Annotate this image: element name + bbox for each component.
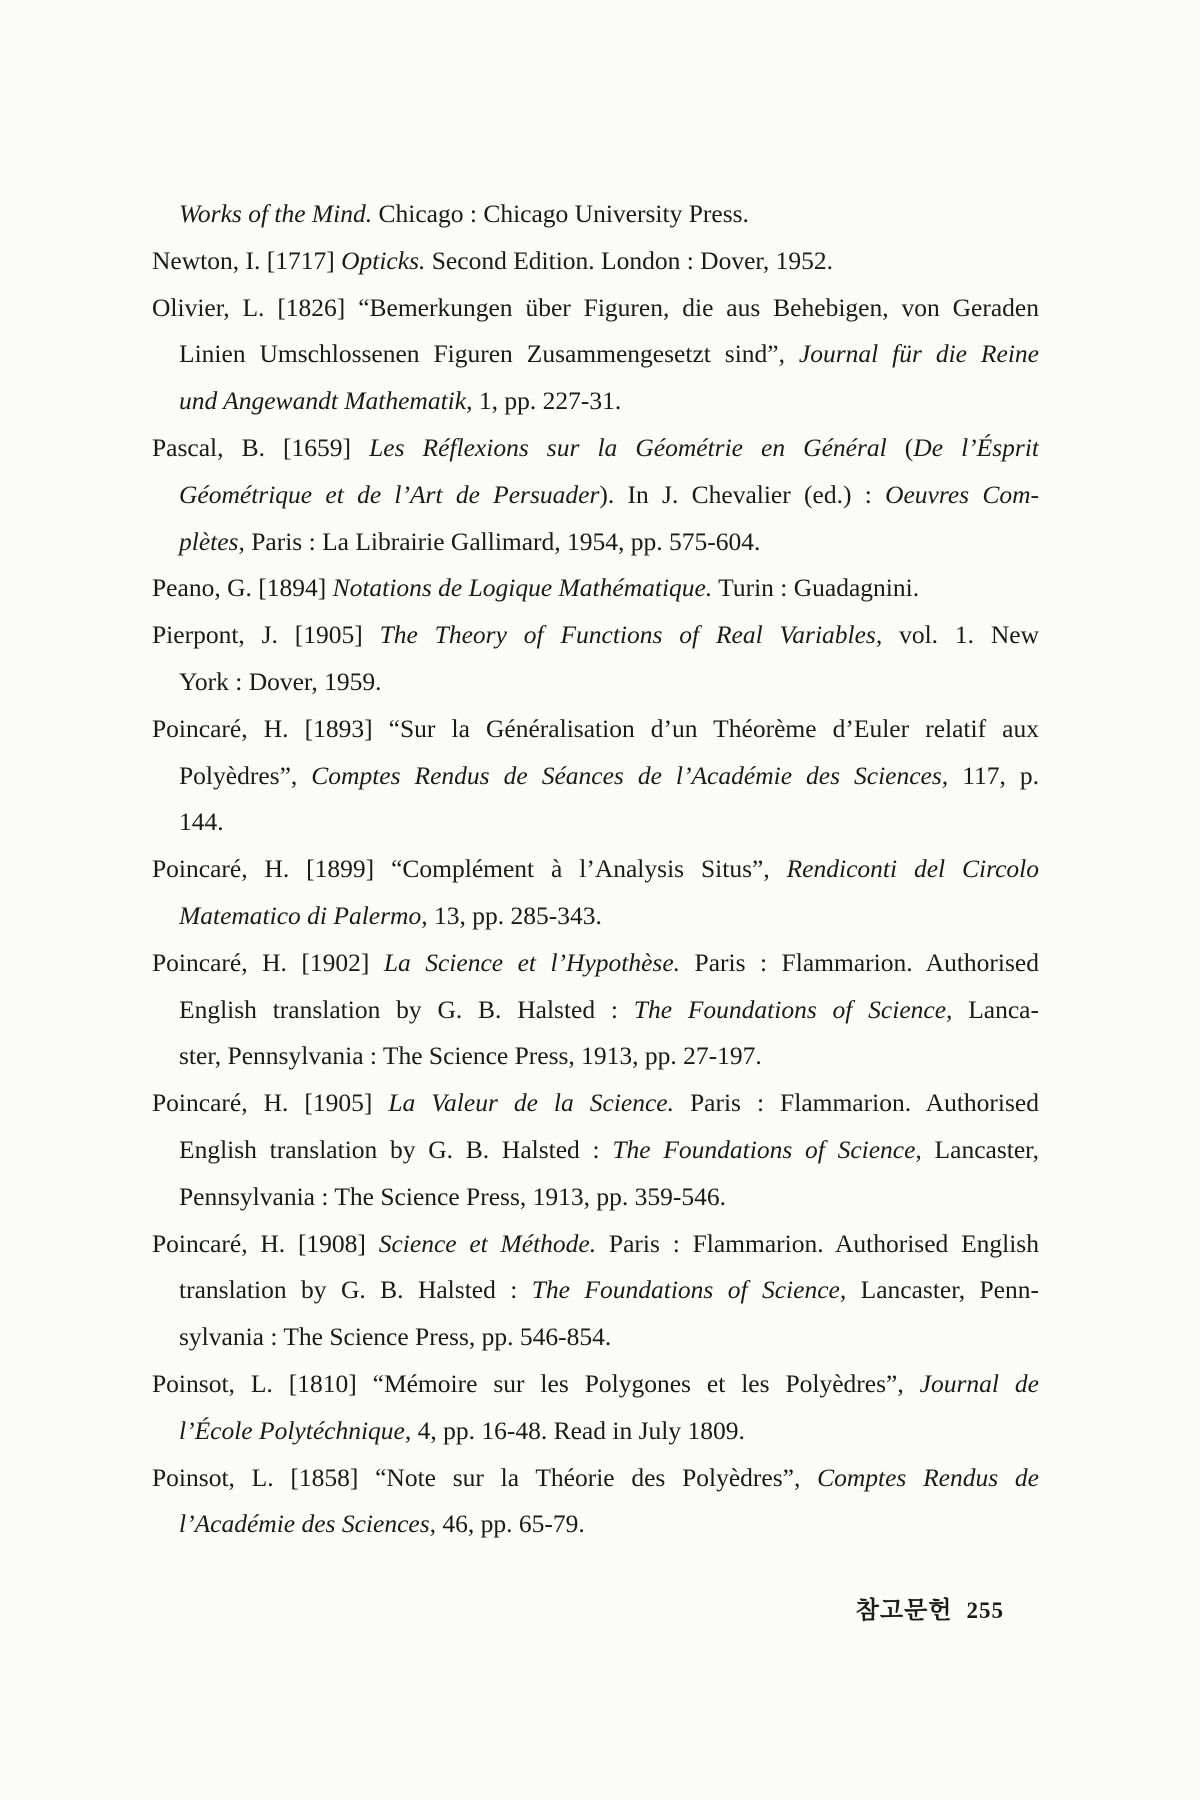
italic-title-text: The Foundations of Science, — [612, 1134, 922, 1164]
entry-line — [152, 1127, 1039, 1174]
citation-text: ster, Pennsylvania : The Science Press, 1913, pp. 27-197. — [179, 1041, 762, 1071]
bibliography-entry — [152, 285, 1039, 425]
italic-title-text: Works of the Mind. — [179, 199, 373, 228]
italic-title-text: Géométrique et de l’Art de Persuader — [179, 479, 600, 509]
entry-line — [152, 1080, 1039, 1127]
citation-text: Poincaré, H. [1905] — [152, 1088, 389, 1118]
citation-text: Chicago : Chicago University Press. — [372, 199, 749, 228]
italic-title-text: Matematico di Palermo, — [179, 900, 428, 930]
citation-text: 46, pp. 65-79. — [436, 1509, 585, 1539]
italic-title-text: De l’Ésprit — [913, 432, 1039, 462]
page-number: 255 — [966, 1598, 1004, 1623]
entry-line — [152, 425, 1039, 472]
entry-line — [152, 846, 1039, 893]
citation-text: translation by G. B. Halsted : — [179, 1275, 532, 1305]
bibliography-entry — [152, 846, 1039, 940]
citation-text: Paris : Flammarion. Authorised English — [596, 1228, 1039, 1258]
bibliography-entry — [152, 612, 1039, 706]
italic-title-text: The Theory of Functions of Real Variables, — [379, 620, 883, 650]
italic-title-text: La Valeur de la Science. — [388, 1088, 674, 1118]
citation-text: English translation by G. B. Halsted : — [179, 1134, 613, 1164]
entry-line — [152, 378, 1039, 425]
citation-text: Olivier, L. [1826] “Bemerkungen über Figuren, die aus Behebigen, von Geraden — [152, 292, 1039, 322]
entry-line — [152, 1314, 1039, 1361]
italic-title-text: Les Réflexions sur la Géométrie en Général — [369, 432, 887, 462]
italic-title-text: l’Académie des Sciences, — [179, 1509, 437, 1539]
citation-text: Lancaster, Penn- — [846, 1275, 1039, 1305]
citation-text: Second Edition. London : Dover, 1952. — [425, 245, 834, 275]
citation-text: Peano, G. [1894] — [152, 573, 333, 603]
citation-text: Paris : Flammarion. Authorised — [673, 1088, 1039, 1118]
bibliography-list — [152, 191, 1039, 1548]
entry-line — [152, 1501, 1039, 1548]
citation-text: 117, p. — [948, 760, 1039, 790]
entry-line — [152, 987, 1039, 1034]
italic-title-text: plètes, — [179, 526, 245, 556]
citation-text: English translation by G. B. Halsted : — [179, 994, 634, 1024]
bibliography-entry — [152, 940, 1039, 1080]
citation-text: sylvania : The Science Press, pp. 546-854. — [179, 1322, 612, 1352]
citation-text: Poincaré, H. [1899] “Complément à l’Analysis Situs”, — [152, 854, 787, 884]
entry-line — [152, 519, 1039, 566]
citation-text: Turin : Guadagnini. — [712, 573, 920, 603]
citation-text: 144. — [179, 807, 224, 837]
entry-line — [152, 706, 1039, 753]
citation-text: ( — [886, 432, 914, 462]
entry-line — [152, 1267, 1039, 1314]
citation-text: Poincaré, H. [1908] — [152, 1228, 379, 1258]
entry-line — [152, 1361, 1039, 1408]
citation-text: York : Dover, 1959. — [179, 666, 382, 696]
entry-line — [152, 238, 1039, 285]
citation-text: Linien Umschlossenen Figuren Zusammengesetzt sind”, — [179, 339, 799, 369]
citation-text: Paris : La Librairie Gallimard, 1954, pp. 575-604. — [244, 526, 761, 556]
italic-title-text: La Science et l’Hypothèse. — [383, 947, 681, 977]
citation-text: Pascal, B. [1659] — [152, 432, 370, 462]
entry-line — [152, 1455, 1039, 1502]
citation-text: Poinsot, L. [1858] “Note sur la Théorie des Polyèdres”, — [152, 1462, 818, 1492]
bibliography-entry — [152, 1080, 1039, 1220]
bibliography-entry — [152, 425, 1039, 565]
entry-line — [152, 659, 1039, 706]
italic-title-text: Comptes Rendus de — [817, 1462, 1039, 1492]
entry-line — [152, 285, 1039, 332]
bibliography-entry — [152, 238, 1039, 285]
italic-title-text: Comptes Rendus de Séances de l’Académie des Sciences, — [311, 760, 949, 790]
bibliography-entry — [152, 1221, 1039, 1361]
citation-text: Paris : Flammarion. Authorised — [680, 947, 1039, 977]
citation-text: Pierpont, J. [1905] — [152, 620, 380, 650]
entry-line — [152, 753, 1039, 800]
entry-line — [152, 1174, 1039, 1221]
citation-text: ). In J. Chevalier (ed.) : — [599, 479, 886, 509]
italic-title-text: Rendiconti del Circolo — [786, 854, 1039, 884]
italic-title-text: Science et Méthode. — [378, 1228, 597, 1258]
page-footer — [856, 1590, 1004, 1625]
citation-text: Poincaré, H. [1902] — [152, 947, 384, 977]
italic-title-text: Journal für die Reine — [798, 339, 1039, 369]
citation-text: Poincaré, H. [1893] “Sur la Généralisation d’un Théorème d’Euler relatif aux — [152, 713, 1039, 743]
italic-title-text: The Foundations of Science, — [633, 994, 953, 1024]
bibliography-entry — [152, 565, 1039, 612]
bibliography-entry — [152, 1455, 1039, 1549]
citation-text: Pennsylvania : The Science Press, 1913, pp. 359-546. — [179, 1181, 726, 1211]
bibliography-entry — [152, 1361, 1039, 1455]
entry-line — [152, 893, 1039, 940]
italic-title-text: Opticks. — [341, 245, 426, 275]
entry-line — [152, 472, 1039, 519]
entry-line — [152, 940, 1039, 987]
italic-title-text: Notations de Logique Mathématique. — [332, 573, 713, 603]
citation-text: Lanca- — [952, 994, 1039, 1024]
citation-text: Polyèdres”, — [179, 760, 312, 790]
entry-line — [152, 331, 1039, 378]
citation-text: 13, pp. 285-343. — [427, 900, 602, 930]
italic-title-text: Oeuvres Com- — [885, 479, 1039, 509]
entry-line — [152, 1221, 1039, 1268]
italic-title-text: und Angewandt Mathematik, — [179, 386, 473, 416]
italic-title-text: The Foundations of Science, — [531, 1275, 847, 1305]
running-footer-section: 참고문헌 — [855, 1596, 953, 1624]
bibliography-entry — [152, 191, 1039, 238]
italic-title-text: Journal de — [919, 1368, 1039, 1398]
citation-text: Lancaster, — [921, 1134, 1039, 1164]
citation-text: vol. 1. New — [882, 620, 1039, 650]
italic-title-text: l’École Polytéchnique, — [179, 1415, 412, 1445]
entry-line — [152, 1408, 1039, 1455]
entry-line — [152, 191, 1039, 238]
entry-line — [152, 799, 1039, 846]
citation-text: 4, pp. 16-48. Read in July 1809. — [411, 1415, 745, 1445]
citation-text: Newton, I. [1717] — [152, 245, 342, 275]
entry-line — [152, 565, 1039, 612]
citation-text: 1, pp. 227-31. — [472, 386, 622, 416]
citation-text: Poinsot, L. [1810] “Mémoire sur les Polygones et les Polyèdres”, — [152, 1368, 920, 1398]
entry-line — [152, 1033, 1039, 1080]
bibliography-entry — [152, 706, 1039, 846]
entry-line — [152, 612, 1039, 659]
